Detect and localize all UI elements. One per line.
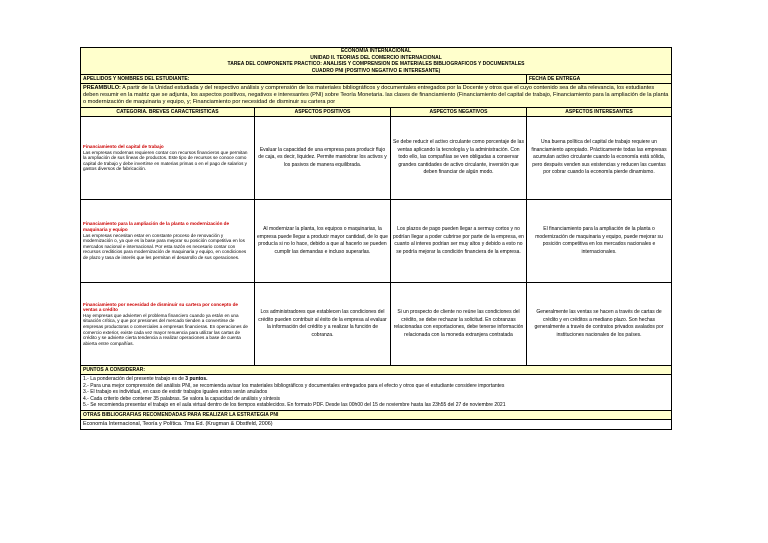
category-cell (81, 283, 255, 366)
col-header-category: CATEGORIA. BREVES CARACTERISTICAS (81, 108, 255, 117)
point-item: 3.- El trabajo es individual, en caso de existir trabajos iguales estos serán anulados (83, 389, 268, 395)
table-row (81, 283, 672, 366)
negative-cell[interactable]: Los plazos de pago pueden llegar a sermuy cortos y no podrían llegar a poder cubrirse por parte de la empresa, en cuanto al interes podrian ser muy altos y debido a esto no se podría mejorar la condición financiera de la empresa. (391, 200, 527, 283)
pni-table (80, 47, 672, 430)
point-item: 2.- Para una mejor comprensión del análisis PNI, se recomienda avisar los materiales bibliográficos y documentales entregados para el efecto y otros que el estudiante considere importantes (83, 382, 505, 389)
negative-cell[interactable]: Se debe reducir el activo circulante como porcentaje de las ventas aplicando la tecnología y la administración. Con todo ello, las compañías se ven obligadas a conservar grandes cantidades de activo circulante, inversión que deben financiar de algún modo. (391, 117, 527, 200)
table-row (81, 200, 672, 283)
chart-title: CUADRO PNI (POSITIVO NEGATIVO E INTERESANTE) (81, 68, 672, 75)
student-name-label[interactable]: APELLIDOS Y NOMBRES DEL ESTUDIANTE: (81, 75, 527, 84)
col-header-positive: ASPECTOS POSITIVOS (255, 108, 391, 117)
point-item: 5.- Se recomienda presentar el trabajo en el aula virtual dentro de los tiempos establecidos. En formato PDF. Desde las 00h00 del 15 de noviembre hasta las 23h55 del 27 de noviembre 2021 (83, 402, 506, 408)
bibliography-item: Economía Internacional, Teoría y Política. 7ma Ed. (Krugman & Obstfeld, 2006) (81, 419, 672, 429)
interesting-cell[interactable]: El financiamiento para la ampliación de la planta o modernización de maquinaria y equipo, puede mejorar su posición competitiva en los mercados nacionales e internacionales. (527, 200, 672, 283)
unit-title: UNIDAD II. TEORIAS DEL COMERCIO INTERNACIONAL (81, 55, 672, 62)
points-list (81, 375, 672, 411)
preamble-text: A partir de la Unidad estudiada y del respectivo análisis y comprensión de los materiales bibliográficos y documentales entregados por la Docente y otros que el cuyo contenido sea de alta relevancia, los estudiantes deben resumir en la matriz que se adjunta, los aspectos positivos, negativos e interesantes (PNI) sobre Teoría Monetaria. las clases de financiamiento (Financiamiento del capital de trabajo, Financiamiento para la ampliación de la planta o modernización de maquinaria y equipo, y; Financiamiento por necesidad de disminuir su cartera por (83, 85, 669, 105)
category-title: Financiamiento por necesidad de disminuir su cartera por concepto de ventas a crédito (83, 301, 238, 313)
bibliography-title: OTRAS BIBLIOGRAFIAS RECOMENDADAS PARA REALIZAR LA ESTRATEGIA PNI (81, 410, 672, 419)
delivery-date-label[interactable]: FECHA DE ENTREGA (527, 75, 672, 84)
category-cell (81, 117, 255, 200)
points-title: PUNTOS A CONSIDERAR: (81, 366, 672, 375)
preamble (81, 84, 672, 108)
table-row (81, 117, 672, 200)
col-header-interesting: ASPECTOS INTERESANTES (527, 108, 672, 117)
category-title: Financiamiento del capital de trabajo (83, 144, 164, 150)
task-title: TAREA DEL COMPONENTE PRACTICO: ANÁLISIS Y COMPRENSIÓN DE MATERIALES BIBLIOGRÁFICOS Y DOCUMENTALES (81, 61, 672, 68)
negative-cell[interactable]: Si un prospecto de cliente no reúne las condiciones del crédito, se debe rechazar la solicitud. En cobranzas relacionadas con exportaciones, debe tenerse información relacionada con la moneda extranjera contratada (391, 283, 527, 366)
category-desc: Las empresas modernas requieren contar con recursos financieros que permitan la ampliación de sus líneas de productos. Este tipo de recursos se conoce como capital de trabajo y debe invertirse en materias primas o en el pago de salarios y gastos diversos de fabricación. (83, 149, 248, 172)
category-title: Financiamiento para la ampliación de la planta o modernización de maquinaria y equipo (83, 221, 230, 233)
point-item: 1.- La ponderación del presente trabajo es de 3 puntos. (83, 376, 208, 382)
point-item: 4.- Cada criterio debe contener 35 palabras. Se valora la capacidad de análisis y síntesis (83, 395, 281, 402)
category-desc: Las empresas necesitan estar en constante proceso de renovación y modernización o, ya que es la base para mejorar su posición competitiva en los mercados nacional e internacional. Por esta razón es necesario contar con recursos crediticios para modernización de maquinaria y equipo, en condiciones de plazo y tasa de interés que les permitan el desarrollo de sus operaciones. (83, 232, 247, 260)
category-desc: Hay empresas que advierten el problema financiero cuando ya están en una situación crítica, y que por presiones del mercado tienden a convertirse de empresas productoras o comerciales a empresas financieras. En operaciones de comercio exterior, existe cada vez mayor renuencia para utilizar las cartas de crédito y se advierte cierta tendencia a realizar operaciones a base de cuenta abierta entre compañías. (83, 312, 248, 346)
pni-worksheet (80, 47, 671, 430)
col-header-negative: ASPECTOS NEGATIVOS (391, 108, 527, 117)
positive-cell[interactable]: Los administradores que establecen las condiciones del crédito pueden contribuir al éxito de la empresa al evaluar la información del crédito y a realizar la función de cobranza. (255, 283, 391, 366)
category-cell (81, 200, 255, 283)
interesting-cell[interactable]: Generalmente las ventas se hacen a través de cartas de crédito y en créditos a mediano plazo. Son hechas generalmente a través de contratos privados avalados por instituciones nacionales de los países. (527, 283, 672, 366)
positive-cell[interactable]: Al modernizar la planta, los equipos o maquinarias, la empresa puede llegar a producir mayor cantidad, de lo que producía si no lo hace, debido a que al hacerlo se pueden cumplir las demandas e incluso superarlas. (255, 200, 391, 283)
interesting-cell[interactable]: Una buena política del capital de trabajo requiere un financiamiento apropiado. Prácticamente todas las empresas acumulan activo circulante cuando la economía está sólida, pero después venden sus existencias y reducen las cuentas por cobrar cuando la economía pierde dinamismo. (527, 117, 672, 200)
course-title: ECONOMÍA INTERNACIONAL (81, 48, 672, 55)
positive-cell[interactable]: Evaluar la capacidad de una empresa para producir flujo de caja, es decir, liquidez. Permite maniobrar los activos y los pasivos de manera equilibrada. (255, 117, 391, 200)
preamble-label: PREAMBULO: (83, 85, 121, 91)
